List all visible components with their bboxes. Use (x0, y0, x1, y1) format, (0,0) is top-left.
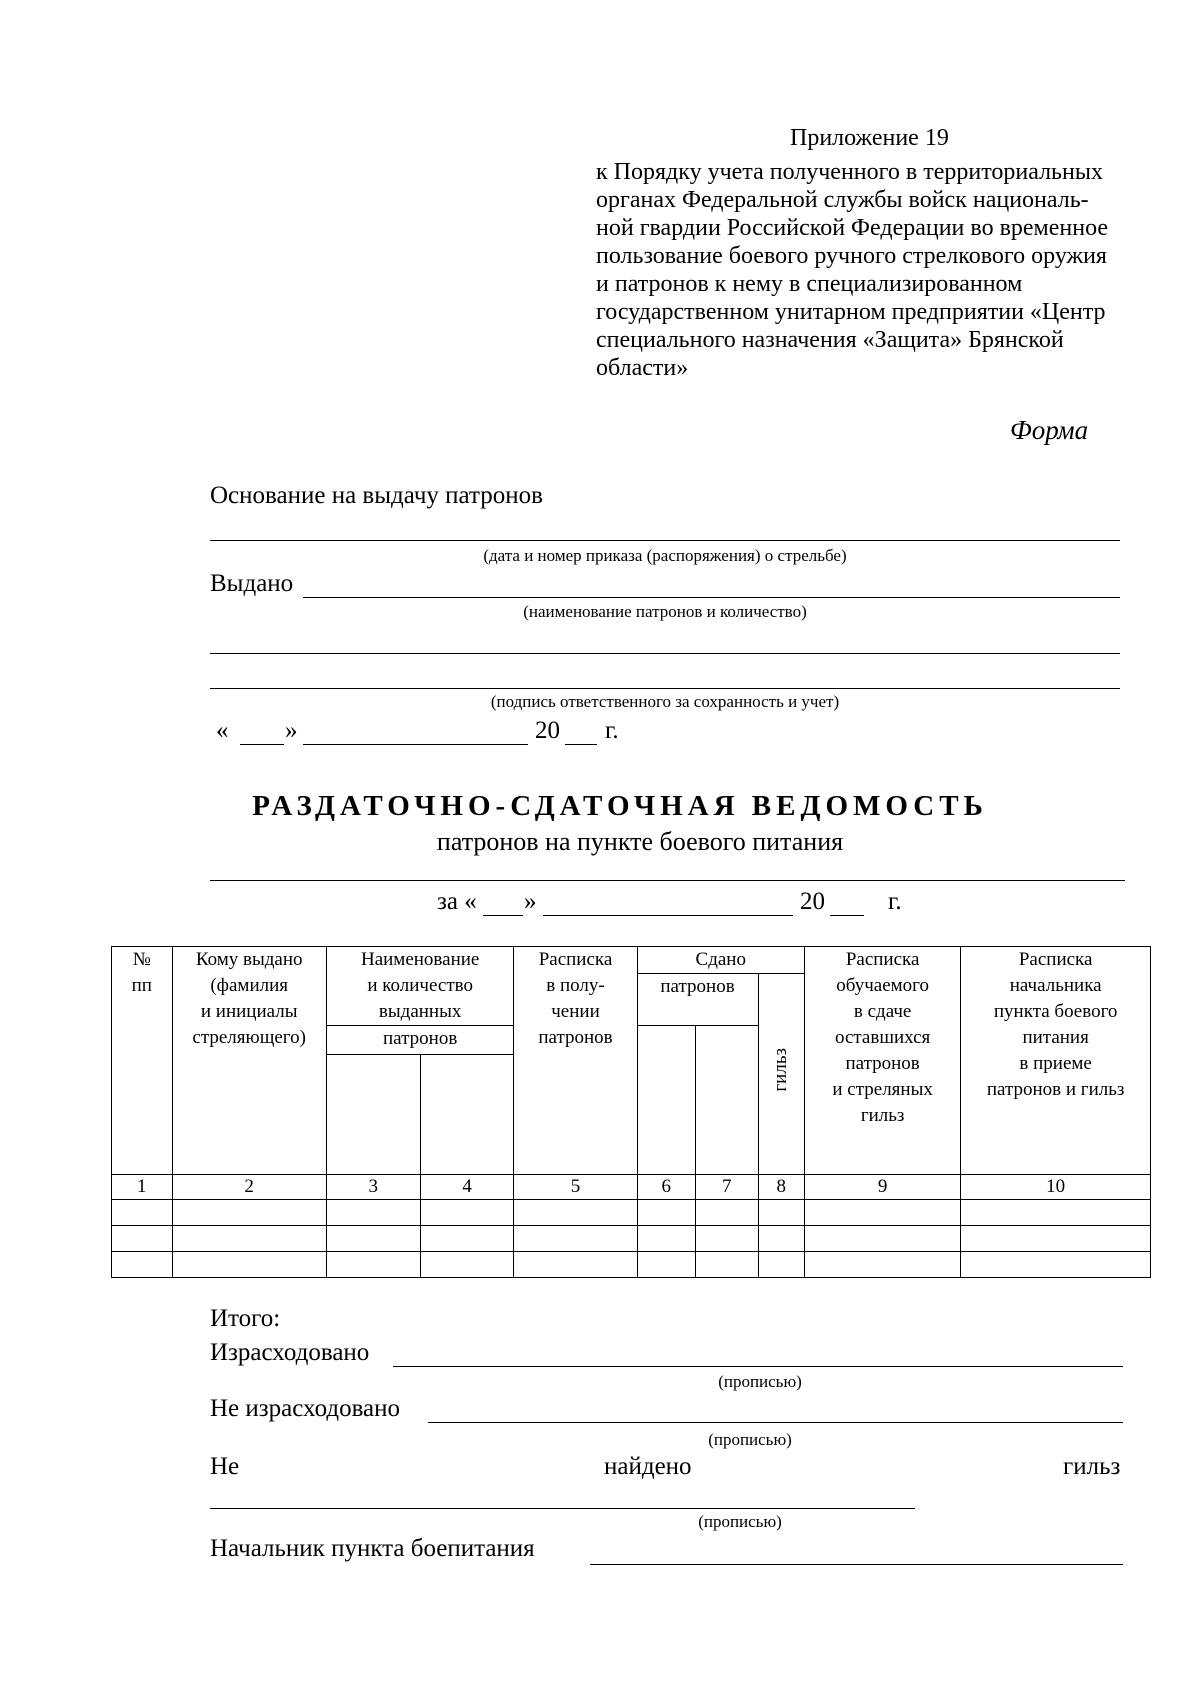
header-row-number: № пп (112, 947, 173, 1175)
form-label: Форма (1010, 415, 1089, 445)
not-found-field[interactable] (210, 1508, 915, 1509)
not-spent-label: Не израсходовано (210, 1395, 401, 1422)
issued-field-line2[interactable] (210, 653, 1120, 654)
document-title: РАЗДАТОЧНО-СДАТОЧНАЯ ВЕДОМОСТЬ (252, 790, 988, 822)
period-month-field[interactable] (543, 915, 793, 916)
table-cell[interactable] (961, 1226, 1151, 1252)
table-cell[interactable] (758, 1252, 804, 1278)
table-cell[interactable] (326, 1252, 420, 1278)
not-found-caption: (прописью) (698, 1512, 782, 1531)
table-cell[interactable] (514, 1226, 637, 1252)
column-number: 2 (172, 1175, 326, 1200)
period-year-prefix: 20 (800, 888, 825, 915)
table-cell[interactable] (112, 1200, 173, 1226)
issued-label: Выдано (210, 570, 294, 597)
header-chief-signature: Расписка начальника пункта боевого питания в приеме патронов и гильз (961, 947, 1151, 1175)
table-cell[interactable] (758, 1200, 804, 1226)
table-cell[interactable] (420, 1200, 514, 1226)
appendix-line: государственном унитарном предприятии «Центр (596, 299, 1106, 325)
not-spent-caption: (прописью) (708, 1430, 792, 1449)
spent-label: Израсходовано (210, 1339, 370, 1366)
appendix-title: Приложение 19 (790, 125, 949, 151)
header-blank-7 (696, 1026, 759, 1175)
table-cell[interactable] (326, 1226, 420, 1252)
table-cell[interactable] (637, 1252, 696, 1278)
not-found-word-1: Не (210, 1453, 240, 1480)
column-numbers-row (112, 1175, 1151, 1200)
column-number: 4 (420, 1175, 514, 1200)
table-cell[interactable] (112, 1252, 173, 1278)
header-trainee-signature: Расписка обучаемого в сдаче оставшихся патронов и стреляных гильз (804, 947, 960, 1175)
table-cell[interactable] (961, 1252, 1151, 1278)
not-found-word-3: гильз (1063, 1453, 1121, 1480)
appendix-line: специального назначения «Защита» Брянской (596, 327, 1064, 353)
column-number: 5 (514, 1175, 637, 1200)
header-blank-6 (637, 1026, 696, 1175)
spent-field[interactable] (393, 1366, 1123, 1367)
chief-label: Начальник пункта боепитания (210, 1535, 535, 1562)
period-year-field[interactable] (830, 915, 864, 916)
date-open-quote: « (216, 717, 229, 744)
date-year-suffix: г. (605, 717, 619, 744)
table-cell[interactable] (420, 1252, 514, 1278)
header-returned-cartridges: патронов (637, 974, 758, 1026)
table-cell[interactable] (696, 1226, 759, 1252)
table-cell[interactable] (326, 1200, 420, 1226)
header-blank-3 (326, 1055, 420, 1175)
basis-label: Основание на выдачу патронов (210, 482, 543, 509)
column-number: 10 (961, 1175, 1151, 1200)
basis-field[interactable] (210, 540, 1120, 541)
header-receipt-signature: Расписка в полу- чении патронов (514, 947, 637, 1175)
period-close-quote: » (524, 888, 537, 915)
appendix-line: ной гвардии Российской Федерации во временное (596, 215, 1109, 241)
spent-caption: (прописью) (718, 1372, 802, 1391)
table-row (112, 1226, 1151, 1252)
header-issued-cartridges-sub: патронов (326, 1026, 514, 1055)
table-cell[interactable] (172, 1226, 326, 1252)
table-cell[interactable] (804, 1226, 960, 1252)
column-number: 7 (696, 1175, 759, 1200)
table-cell[interactable] (514, 1252, 637, 1278)
column-number: 1 (112, 1175, 173, 1200)
appendix-line: органах Федеральной службы войск националь- (596, 187, 1089, 213)
table-cell[interactable] (696, 1200, 759, 1226)
table-cell[interactable] (637, 1226, 696, 1252)
appendix-line: пользование боевого ручного стрелкового оружия (596, 243, 1107, 269)
date-close-quote: » (285, 717, 298, 744)
appendix-line: к Порядку учета полученного в территориальных (596, 159, 1103, 185)
column-number: 8 (758, 1175, 804, 1200)
table-cell[interactable] (172, 1200, 326, 1226)
table-cell[interactable] (696, 1252, 759, 1278)
table-cell[interactable] (172, 1252, 326, 1278)
column-number: 3 (326, 1175, 420, 1200)
table-cell[interactable] (758, 1226, 804, 1252)
table-cell[interactable] (804, 1252, 960, 1278)
table-row (112, 1200, 1151, 1226)
table-cell[interactable] (961, 1200, 1151, 1226)
header-blank-4 (420, 1055, 514, 1175)
header-returned: Сдано (637, 947, 804, 974)
unit-field[interactable] (210, 880, 1125, 881)
period-day-field[interactable] (483, 915, 523, 916)
totals-label: Итого: (210, 1305, 281, 1332)
table-cell[interactable] (804, 1200, 960, 1226)
date-month-field[interactable] (303, 744, 528, 745)
not-spent-field[interactable] (428, 1422, 1123, 1423)
header-issued-cartridges: Наименование и количество выданных (326, 947, 514, 1026)
appendix-line: и патронов к нему в специализированном (596, 271, 1023, 297)
date-year-field[interactable] (565, 744, 597, 745)
period-year-suffix: г. (888, 888, 902, 915)
header-returned-casings: гильз (758, 974, 804, 1175)
column-number: 6 (637, 1175, 696, 1200)
document-subtitle: патронов на пункте боевого питания (436, 827, 844, 856)
column-number: 9 (804, 1175, 960, 1200)
appendix-line: области» (596, 355, 689, 381)
date-year-prefix: 20 (535, 717, 560, 744)
header-recipient: Кому выдано (фамилия и инициалы стреляющего) (172, 947, 326, 1175)
table-cell[interactable] (420, 1226, 514, 1252)
table-cell[interactable] (112, 1226, 173, 1252)
table-cell[interactable] (637, 1200, 696, 1226)
period-prefix: за « (437, 888, 477, 915)
signature-field[interactable] (210, 688, 1120, 689)
issued-field[interactable] (303, 597, 1120, 598)
table-cell[interactable] (514, 1200, 637, 1226)
issue-return-table (111, 946, 1151, 1278)
signature-caption: (подпись ответственного за сохранность и учет) (490, 692, 840, 711)
not-found-word-2: найдено (604, 1453, 692, 1480)
chief-signature-field[interactable] (590, 1564, 1123, 1565)
basis-caption: (дата и номер приказа (распоряжения) о стрельбе) (483, 546, 847, 565)
appendix-reference (596, 158, 1156, 382)
issued-caption: (наименование патронов и количество) (523, 602, 807, 621)
table-row (112, 1252, 1151, 1278)
date-day-field[interactable] (240, 744, 284, 745)
